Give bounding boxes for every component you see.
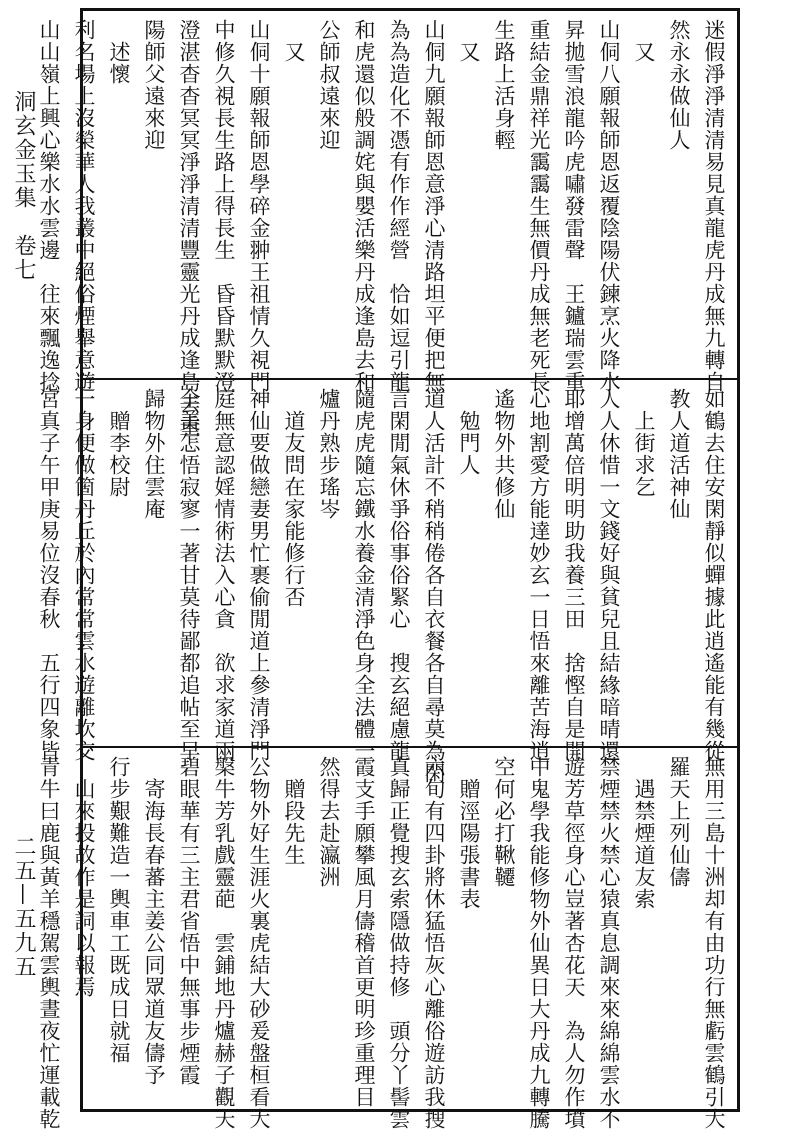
text-column: 又 (282, 19, 306, 63)
text-column: 贈段先生 (282, 756, 306, 866)
side-title: 洞玄金玉集 卷七 (11, 90, 36, 282)
text-column: 公師叔遠來迎 (317, 19, 341, 151)
text-column: 又 (632, 19, 656, 63)
text-column: 山來投故作是詞以報焉 (72, 756, 96, 998)
text-column: 公物外好生涯火裏虎結大砂爰盤桓看大 (247, 756, 271, 1130)
text-column: 行步艱難造一輿車工既成日就福 (107, 756, 131, 1064)
text-column: 青牛曰鹿與黃羊穩駕雲輿晝夜忙運載乾 (37, 756, 61, 1130)
text-column: 無用三島十洲却有由功行無虧雲鶴引大 (702, 756, 726, 1130)
text-column: 道友問在家能修行否 (282, 388, 306, 608)
text-column: 耶增萬倍明明助我養三田 捨慳自是開 (562, 388, 586, 762)
text-column: 澄湛杳杳冥冥淨淨清清豐靈光丹成逢島去重 (177, 19, 201, 437)
text-column: 勉門人 (457, 388, 481, 476)
text-column: 庭無意認婬情術法入心貪 欲求家道兩 (212, 388, 236, 762)
text-columns (37, 388, 731, 784)
text-column: 然永永做仙人 (667, 19, 691, 151)
text-column: 贈涇陽張書表 (457, 756, 481, 910)
text-column: 羅天上列仙儔 (667, 756, 691, 888)
text-column: 重結金鼎祥光靄靄生無價丹成無老死長 (527, 19, 551, 393)
text-column: 遇禁煙道友索 (632, 756, 656, 910)
text-column: 和虎還似般調姹與嬰活樂丹成逢島去和 (352, 19, 376, 393)
text-column: 空何必打鞦韆 (492, 756, 516, 888)
text-column: 寄海長春蕃主姜公同眾道友儔予 (142, 756, 166, 1086)
text-column: 神仙要做戀妻男忙裹偷閒道上參清淨門 (247, 388, 271, 762)
text-column: 山侗十願報師恩學碎金翀王祖情久視門 (247, 19, 271, 393)
text-column: 迷假淨淨清清易見真龍虎丹成無九轉自 (702, 19, 726, 393)
text-column: 然得去赴瀛洲 (317, 756, 341, 888)
panel-bottom (37, 746, 737, 1130)
text-column: 心地割愛方能達妙玄一日悟來離苦海逍 (527, 388, 551, 762)
text-column: 六旬有四卦將休猛悟灰心離俗遊訪我搜 (422, 756, 446, 1130)
panel-middle (37, 378, 737, 784)
text-column: 為為造化不憑有作作經營 恰如逗引龍 (387, 19, 411, 393)
text-column: 道人活計不稍稍倦各自衣餐各自尋莫為閑 (422, 388, 446, 784)
text-column: 教人道活神仙 (667, 388, 691, 520)
page-frame (37, 8, 740, 1130)
text-column: 中鬼學我能修物外仙異日大丹成九轉騰 (527, 756, 551, 1130)
text-column: 又 (457, 19, 481, 63)
text-column: 生路上活身輕 (492, 19, 516, 151)
text-column: 霞支手願攀風月儔稽首更明珍重理目 (352, 756, 376, 1108)
text-column: 贈李校尉 (107, 388, 131, 498)
text-column: 碧眼華有三主君省悟中無事步煙霞 (177, 756, 201, 1086)
text-column: 述懷 (107, 19, 131, 85)
text-column: 山山嶺上興心樂水水雲邊 往來飄逸捻 (37, 19, 61, 393)
text-column: 爐丹熟步瑤岑 (317, 388, 341, 520)
text-column: 宮真子午甲庚易位沒春秋 五行四象皆 (37, 388, 61, 762)
text-column: 人人休惜一文錢好與貧兒且結緣暗晴還 (597, 388, 621, 762)
side-page-number: 二五—五九五 (11, 835, 36, 979)
text-column: 如鶴去住安閑靜似蟬據此逍遙能有幾從 (702, 388, 726, 762)
text-column: 言閑閒氣休爭俗事俗緊心 搜玄絕慮龍 (387, 388, 411, 762)
text-column: 陽師父遠來迎 (142, 19, 166, 151)
text-column: 遊芳草徑身心豈著杏花天 為人勿作墳 (562, 756, 586, 1130)
text-column: 歸物外住雲庵 (142, 388, 166, 520)
text-column: 隨虎虎隨忘鐵水養金清淨色身全法體一 (352, 388, 376, 762)
text-column: 上街求乞 (632, 388, 656, 498)
text-column: 山侗九願報師恩意淨心清路坦平便把無 (422, 19, 446, 393)
text-column: 利名場上沒榮華人我叢中絕俗煙舉意遊 (72, 19, 96, 393)
text-column: 中修久視長生路上得長生 昏昏默默澄 (212, 19, 236, 393)
text-column: 槃牛芳乳戲靈葩 雲鋪地丹爐赫子觀天 (212, 756, 236, 1130)
text-columns (37, 756, 731, 1130)
text-column: 真歸正覺搜玄索隱做持修 頭分丫髻雲 (387, 756, 411, 1130)
text-column: 昇拋雪浪龍吟虎嘯發雷聲 王鑪瑞雲重 (562, 19, 586, 393)
text-column: 山侗八願報師恩返覆陰陽伏鍊烹火降水 (597, 19, 621, 393)
text-column: 一身便做箇丹丘於內常常雲水遊離坎交 (72, 388, 96, 762)
text-column: 全美怎悟寂寥一著甘莫待鄙都追帖至早 (177, 388, 201, 762)
text-column: 遙物外共修仙 (492, 388, 516, 520)
text-column: 禁煙禁火禁心猿真息調來來綿綿雲水不 (597, 756, 621, 1130)
